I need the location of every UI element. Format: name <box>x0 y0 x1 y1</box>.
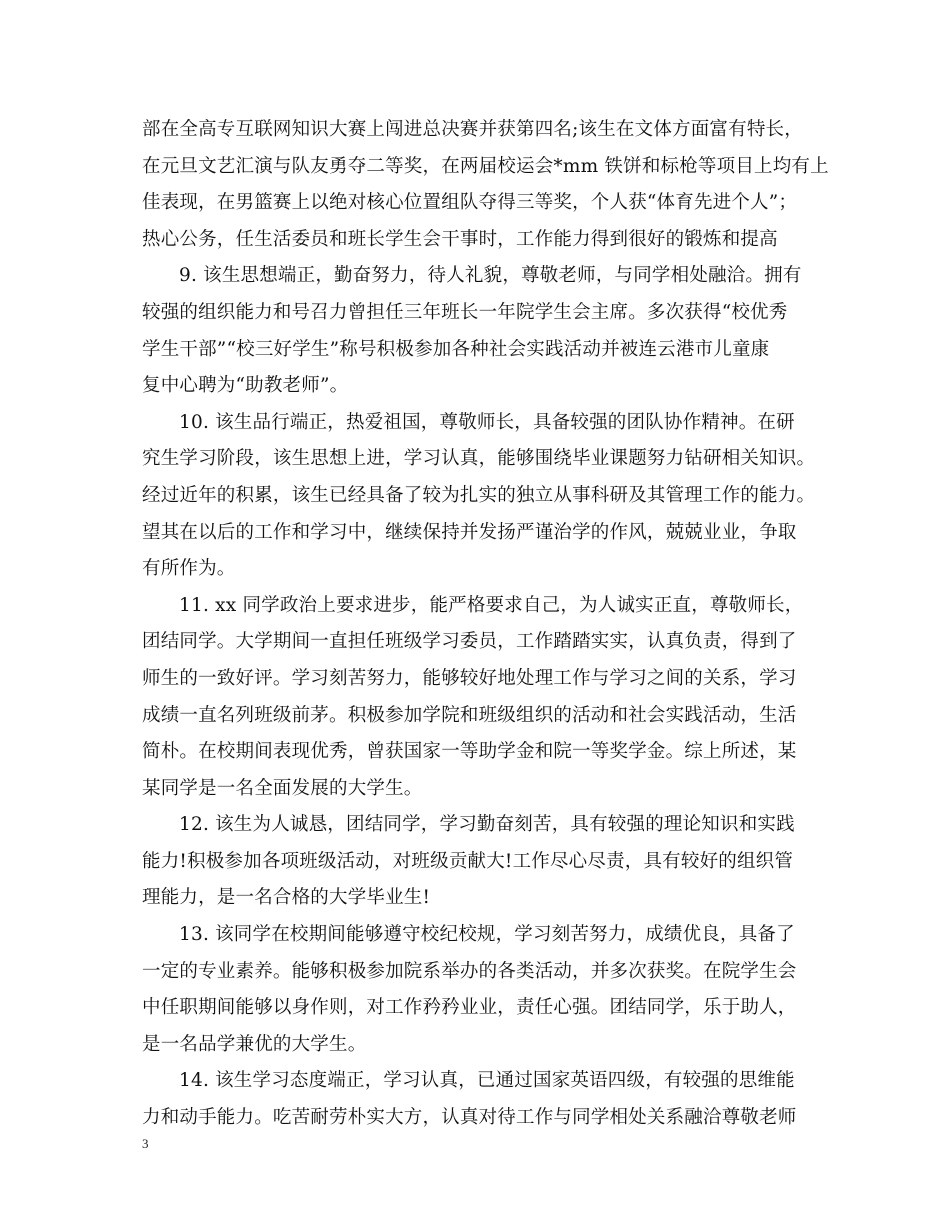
text-line: 某同学是一名全面发展的大学生。 <box>142 777 423 799</box>
text-line: 在元旦文艺汇演与队友勇夺二等奖，在两届校运会*mm 铁饼和标枪等项目上均有上 <box>142 155 829 177</box>
text-line: 有所作为。 <box>142 558 236 580</box>
text-line: 是一名品学兼优的大学生。 <box>142 1033 367 1055</box>
text-line: 究生学习阶段，该生思想上进，学习认真，能够围绕毕业课题努力钻研相关知识。 <box>142 448 816 470</box>
text-line: 学生干部”“校三好学生”称号积极参加各种社会实践活动并被连云港市儿童康 <box>142 338 770 360</box>
text-line: 简朴。在校期间表现优秀，曾获国家一等助学金和院一等奖学金。综上所述，某 <box>142 741 797 763</box>
paragraph-start-line: 9. 该生思想端正，勤奋努力，待人礼貌，尊敬老师，与同学相处融洽。拥有 <box>179 265 802 287</box>
text-line: 望其在以后的工作和学习中，继续保持并发扬严谨治学的作风，兢兢业业，争取 <box>142 521 797 543</box>
text-line: 理能力，是一名合格的大学毕业生! <box>142 887 431 909</box>
document-body <box>142 112 829 1137</box>
text-line: 一定的专业素养。能够积极参加院系举办的各类活动，并多次获奖。在院学生会 <box>142 960 797 982</box>
text-line: 较强的组织能力和号召力曾担任三年班长一年院学生会主席。多次获得“校优秀 <box>142 301 788 323</box>
text-line: 成绩一直名列班级前茅。积极参加学院和班级组织的活动和社会实践活动，生活 <box>142 704 797 726</box>
text-line: 力和动手能力。吃苦耐劳朴实大方，认真对待工作与同学相处关系融洽尊敬老师 <box>142 1107 797 1129</box>
text-line: 师生的一致好评。学习刻苦努力，能够较好地处理工作与学习之间的关系，学习 <box>142 667 797 689</box>
text-line: 热心公务，任生活委员和班长学生会干事时，工作能力得到很好的锻炼和提高 <box>142 228 778 250</box>
text-line: 能力!积极参加各项班级活动，对班级贡献大!工作尽心尽责，具有较好的组织管 <box>142 850 794 872</box>
paragraph-start-line: 13. 该同学在校期间能够遵守校纪校规，学习刻苦努力，成绩优良，具备了 <box>179 924 795 946</box>
text-line: 部在全高专互联网知识大赛上闯进总决赛并获第四名;该生在文体方面富有特长， <box>142 119 803 140</box>
text-line: 复中心聘为“助教老师”。 <box>142 375 349 397</box>
text-line: 经过近年的积累，该生已经具备了较为扎实的独立从事科研及其管理工作的能力。 <box>142 484 816 506</box>
text-line: 中任职期间能够以身作则，对工作矜矜业业，责任心强。团结同学，乐于助人， <box>142 997 797 1019</box>
page-number: 3 <box>142 1136 149 1151</box>
paragraph-start-line: 12. 该生为人诚恳，团结同学，学习勤奋刻苦，具有较强的理论知识和实践 <box>179 814 795 836</box>
text-line: 佳表现，在男篮赛上以绝对核心位置组队夺得三等奖，个人获“体育先进个人”； <box>142 192 798 214</box>
text-line: 团结同学。大学期间一直担任班级学习委员，工作踏踏实实，认真负责，得到了 <box>142 631 797 653</box>
paragraph-start-line: 14. 该生学习态度端正，学习认真，已通过国家英语四级，有较强的思维能 <box>179 1070 795 1092</box>
paragraph-start-line: 11. xx 同学政治上要求进步，能严格要求自己，为人诚实正直，尊敬师长， <box>179 594 804 616</box>
paragraph-start-line: 10. 该生品行端正，热爱祖国，尊敬师长，具备较强的团队协作精神。在研 <box>179 411 795 433</box>
